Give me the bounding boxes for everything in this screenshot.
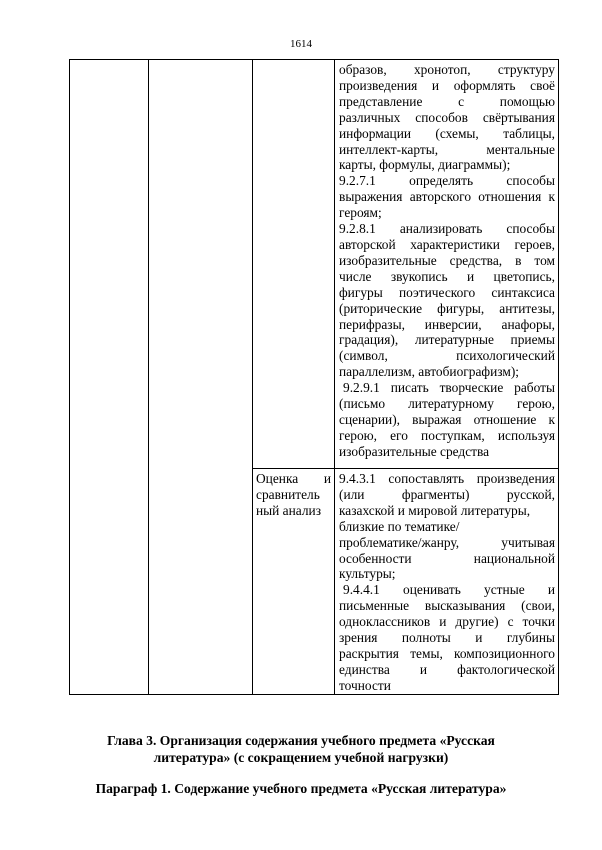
cell-line: 9.4.3.1 сопоставлять произведения <box>339 471 555 486</box>
cell-line: казахской и мировой литературы, <box>339 502 531 518</box>
cell-line: одноклассников и другие) с точки <box>339 614 555 630</box>
cell-line: параллелизм, автобиографизм); <box>339 364 519 380</box>
cell-line: карты, формулы, диаграммы); <box>339 157 511 173</box>
cell-line: зрения полноты и глубины <box>339 630 555 646</box>
cell-line: Оценка и <box>256 471 331 486</box>
paragraph-heading: Параграф 1. Содержание учебного предмета «Русская литература» <box>95 781 507 796</box>
cell-line: числе звукопись и цветопись, <box>339 268 555 284</box>
table-border-left <box>69 59 70 695</box>
cell-line: изобразительные средства, в том <box>339 252 555 268</box>
cell-line: единства и фактологической <box>339 661 555 677</box>
cell-line: сравнитель <box>256 486 320 502</box>
cell-line: произведения и оформлять своё <box>339 77 555 93</box>
cell-line: изобразительные средства <box>339 443 490 459</box>
competency-cell-lower <box>339 471 555 694</box>
cell-line: авторской характеристики героев, <box>339 236 555 252</box>
cell-line: фигуры поэтического синтаксиса <box>339 284 555 300</box>
cell-line: 9.2.7.1 определять способы <box>339 173 555 189</box>
cell-line: (символ, психологический <box>339 348 555 364</box>
cell-line: различных способов свёртывания <box>339 109 555 125</box>
cell-line: перифразы, инверсии, анафоры, <box>339 316 555 332</box>
chapter-heading-line-1: Глава 3. Организация содержания учебного предмета «Русская <box>107 733 495 748</box>
cell-line: интеллект-карты, ментальные <box>339 141 555 157</box>
table-divider-1 <box>148 59 149 695</box>
table-border-right <box>558 59 559 695</box>
table-divider-3 <box>334 59 335 695</box>
cell-line: 9.2.9.1 писать творческие работы <box>343 380 555 396</box>
cell-line: письменные высказывания (свои, <box>339 598 555 614</box>
cell-line: информации (схемы, таблицы, <box>339 125 555 141</box>
curriculum-table <box>69 59 559 695</box>
cell-line: точности <box>339 677 391 693</box>
table-border-top <box>69 59 559 60</box>
cell-line: особенности национальной <box>339 550 555 566</box>
cell-line: культуры; <box>339 566 396 582</box>
cell-line: раскрытия темы, композиционного <box>339 645 555 661</box>
cell-line: сценарии), выражая отношение к <box>339 411 555 427</box>
cell-line: 9.2.8.1 анализировать способы <box>339 221 555 237</box>
table-row-divider <box>252 468 559 469</box>
table-border-bottom <box>69 694 559 695</box>
cell-line: героям; <box>339 205 382 221</box>
cell-line: (риторические фигуры, антитезы, <box>339 300 555 316</box>
cell-line: близкие по тематике/ <box>339 518 460 534</box>
competency-cell-upper <box>339 62 555 460</box>
cell-line: образов, хронотоп, структуру <box>339 62 555 77</box>
table-divider-2 <box>252 59 253 695</box>
section-cell-evaluation <box>256 471 331 519</box>
page-number: 1614 <box>290 38 312 50</box>
chapter-heading-line-2: литература» (с сокращением учебной нагрузки) <box>153 750 449 765</box>
cell-line: (письмо литературному герою, <box>339 396 555 412</box>
cell-line: (или фрагменты) русской, <box>339 486 555 502</box>
cell-line: градация), литературные приемы <box>339 332 555 348</box>
cell-line: 9.4.4.1 оценивать устные и <box>343 582 555 598</box>
cell-line: ный анализ <box>256 502 321 518</box>
cell-line: представление с помощью <box>339 93 555 109</box>
cell-line: герою, его поступкам, используя <box>339 427 555 443</box>
cell-line: проблематике/жанру, учитывая <box>339 534 555 550</box>
cell-line: выражения авторского отношения к <box>339 189 555 205</box>
